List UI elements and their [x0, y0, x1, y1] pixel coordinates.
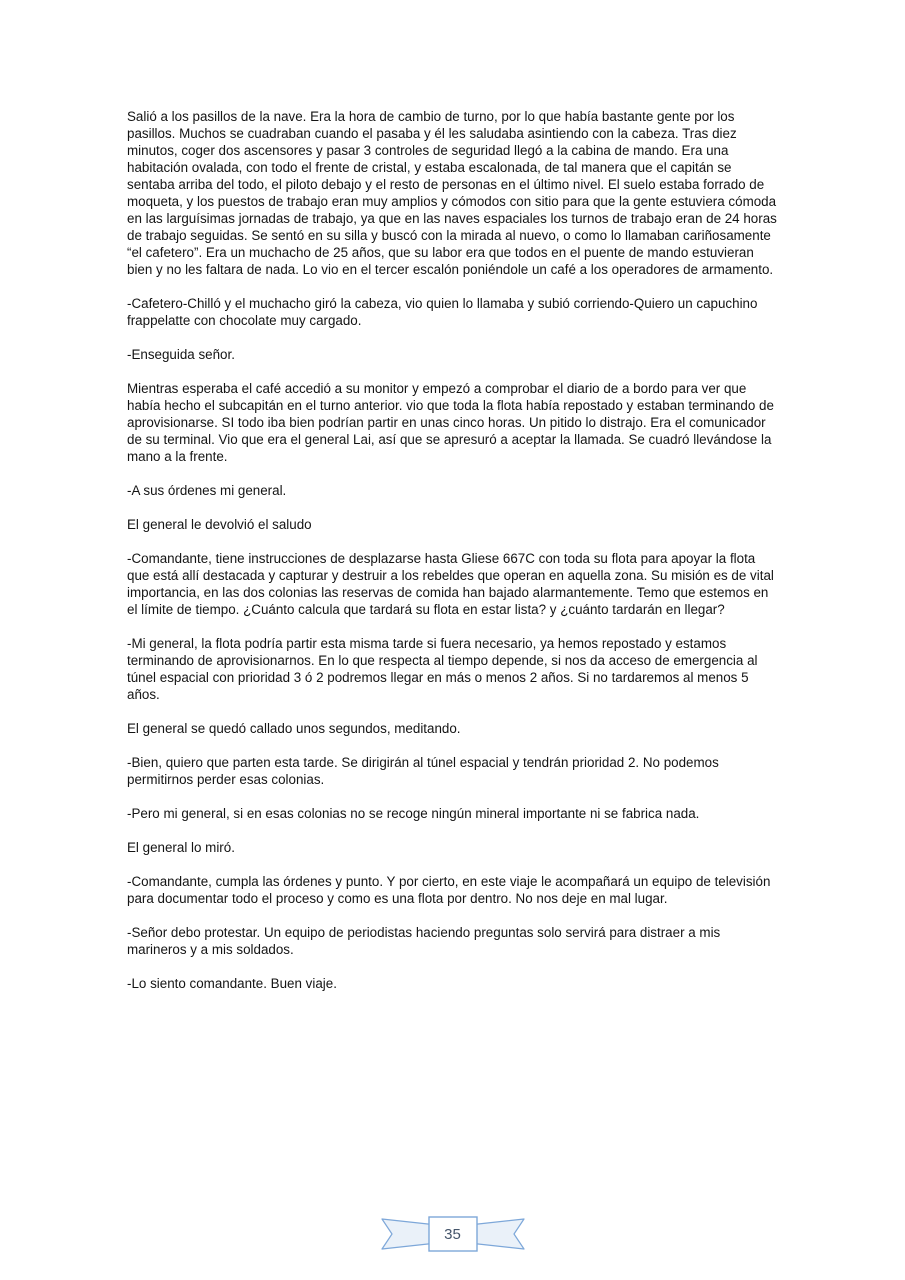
paragraph: -Pero mi general, si en esas colonias no se recoge ningún mineral importante ni se fabrica nada. [127, 806, 700, 821]
paragraph: -Cafetero-Chilló y el muchacho giró la cabeza, vio quien lo llamaba y subió corriendo-Quiero un capuchino frappelatte con chocolate muy cargado. [127, 296, 758, 328]
paragraph: -Señor debo protestar. Un equipo de periodistas haciendo preguntas solo servirá para distraer a mis marineros y a mis soldados. [127, 925, 721, 957]
paragraph: -Mi general, la flota podría partir esta misma tarde si fuera necesario, ya hemos repostado y estamos terminando de aprovisionarnos. En lo que respecta al tiempo depende, si nos da acceso de emergencia al túnel espacial con prioridad 3 ó 2 podremos llegar en más o menos 2 años. Si no tardaremos al menos 5 años. [127, 636, 758, 702]
paragraph: Mientras esperaba el café accedió a su monitor y empezó a comprobar el diario de a bordo para ver que había hecho el subcapitán en el turno anterior. vio que toda la flota había repostado y estaban terminando de aprovisionarse. SI todo iba bien podrían partir en unas cinco horas. Un pitido lo distrajo. Era el comunicador de su terminal. Vio que era el general Lai, así que se apresuró a aceptar la llamada. Se cuadró llevándose la mano a la frente. [127, 381, 774, 464]
paragraph: -Comandante, cumpla las órdenes y punto. Y por cierto, en este viaje le acompañará un equipo de televisión para documentar todo el proceso y como es una flota por dentro. No nos deje en mal lugar. [127, 874, 771, 906]
paragraph: El general lo miró. [127, 840, 235, 855]
paragraph: Salió a los pasillos de la nave. Era la hora de cambio de turno, por lo que había bastante gente por los pasillos. Muchos se cuadraban cuando el pasaba y él les saludaba asintiendo con la cabeza. Tras diez minutos, coger dos ascensores y pasar 3 controles de seguridad llegó a la cabina de mando. Era una habitación ovalada, con todo el frente de cristal, y estaba escalonada, de tal manera que el capitán se sentaba arriba del todo, el piloto debajo y el resto de personas en el último nivel. El suelo estaba forrado de moqueta, y los puestos de trabajo eran muy amplios y cómodos con sitio para que la gente estuviera cómoda en las larguísimas jornadas de trabajo, ya que en las naves espaciales los turnos de trabajo eran de 24 horas de trabajo seguidas. Se sentó en su silla y buscó con la mirada al nuevo, o como lo llamaban cariñosamente “el cafetero”. Era un muchacho de 25 años, que su labor era que todos en el puente de mando estuvieran bien y no les faltara de nada. Lo vio en el tercer escalón poniéndole un café a los operadores de armamento. [127, 109, 777, 277]
page-footer [0, 1212, 905, 1256]
paragraph: -Enseguida señor. [127, 347, 235, 362]
page-number: 35 [444, 1225, 461, 1243]
document-body [127, 108, 779, 1009]
paragraph: -Comandante, tiene instrucciones de desplazarse hasta Gliese 667C con toda su flota para apoyar la flota que está allí destacada y capturar y destruir a los rebeldes que operan en aquella zona. Su misión es de vital importancia, en las dos colonias las reservas de comida han bajado alarmantemente. Temo que estemos en el límite de tiempo. ¿Cuánto calcula que tardará su flota en estar lista? y ¿cuánto tardarán en llegar? [127, 551, 774, 617]
paragraph: -A sus órdenes mi general. [127, 483, 287, 498]
paragraph: -Lo siento comandante. Buen viaje. [127, 976, 337, 991]
paragraph: El general se quedó callado unos segundos, meditando. [127, 721, 461, 736]
page-number-ribbon [377, 1212, 529, 1256]
paragraph: El general le devolvió el saludo [127, 517, 312, 532]
paragraph: -Bien, quiero que parten esta tarde. Se dirigirán al túnel espacial y tendrán prioridad 2. No podemos permitirnos perder esas colonias. [127, 755, 719, 787]
